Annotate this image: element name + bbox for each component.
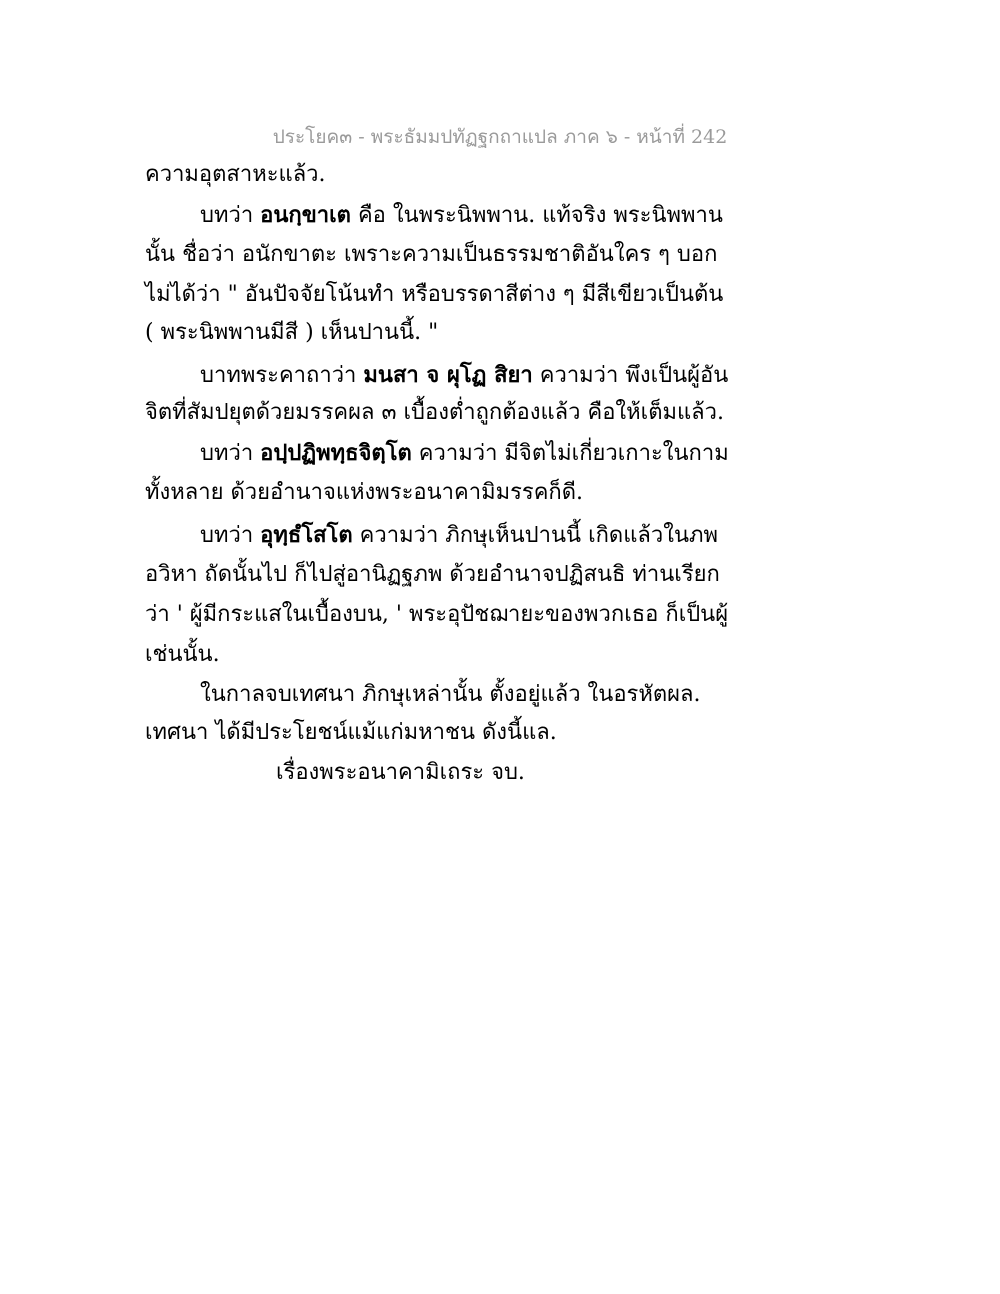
line-text: บทว่า	[200, 203, 261, 228]
text-line	[200, 438, 729, 469]
text-line: อวิหา ถัดนั้นไป ก็ไปสู่อานิฏฐภพ ด้วยอำนาจปฏิสนธิ ท่านเรียก	[145, 562, 720, 587]
text-line: ความอุตสาหะแล้ว.	[145, 162, 326, 187]
line-text: บทว่า	[200, 523, 261, 548]
line-text: ความว่า ภิกษุเห็นปานนี้ เกิดแล้วในภพ	[352, 523, 718, 548]
page-header: ประโยค๓ - พระธัมมปทัฏฐกถาแปล ภาค ๖ - หน้าที่ 242	[272, 126, 728, 148]
line-text: คือ ในพระนิพพาน. แท้จริง พระนิพพาน	[350, 203, 723, 228]
pali-term: อนกฺขาเต	[260, 202, 351, 228]
line-text: บทว่า	[200, 441, 261, 466]
text-line: เช่นนั้น.	[145, 642, 220, 667]
text-line	[200, 520, 718, 551]
text-line	[200, 360, 728, 391]
pali-term: อุทฺธํโสโต	[260, 522, 353, 548]
text-line: ทั้งหลาย ด้วยอำนาจแห่งพระอนาคามิมรรคก็ดี.	[145, 480, 584, 505]
text-line: ไม่ได้ว่า " อันปัจจัยโน้นทำ หรือบรรดาสีต่าง ๆ มีสีเขียวเป็นต้น	[145, 282, 724, 307]
pali-term: อปฺปฏิพทฺธจิตฺโต	[260, 440, 412, 466]
line-text: ความว่า มีจิตไม่เกี่ยวเกาะในกาม	[411, 441, 729, 466]
text-line: ( พระนิพพานมีสี ) เห็นปานนี้. "	[145, 320, 439, 345]
story-end-line: เรื่องพระอนาคามิเถระ จบ.	[276, 760, 525, 785]
line-text: ความว่า พึงเป็นผู้อัน	[532, 363, 729, 388]
text-line: นั้น ชื่อว่า อนักขาตะ เพราะความเป็นธรรมชาติอันใคร ๆ บอก	[145, 242, 718, 267]
pali-term: มนสา จ ผุโฏ สิยา	[363, 362, 533, 388]
text-line	[200, 200, 723, 231]
text-line: เทศนา ได้มีประโยชน์แม้แก่มหาชน ดังนี้แล.	[145, 720, 557, 745]
text-line: ในกาลจบเทศนา ภิกษุเหล่านั้น ตั้งอยู่แล้ว ในอรหัตผล.	[200, 682, 701, 707]
text-line: ว่า ' ผู้มีกระแสในเบื้องบน, ' พระอุปัชฌายะของพวกเธอ ก็เป็นผู้	[145, 602, 729, 627]
line-text: บาทพระคาถาว่า	[200, 363, 364, 388]
text-line: จิตที่สัมปยุตด้วยมรรคผล ๓ เบื้องต่ำถูกต้องแล้ว คือให้เต็มแล้ว.	[145, 400, 724, 425]
